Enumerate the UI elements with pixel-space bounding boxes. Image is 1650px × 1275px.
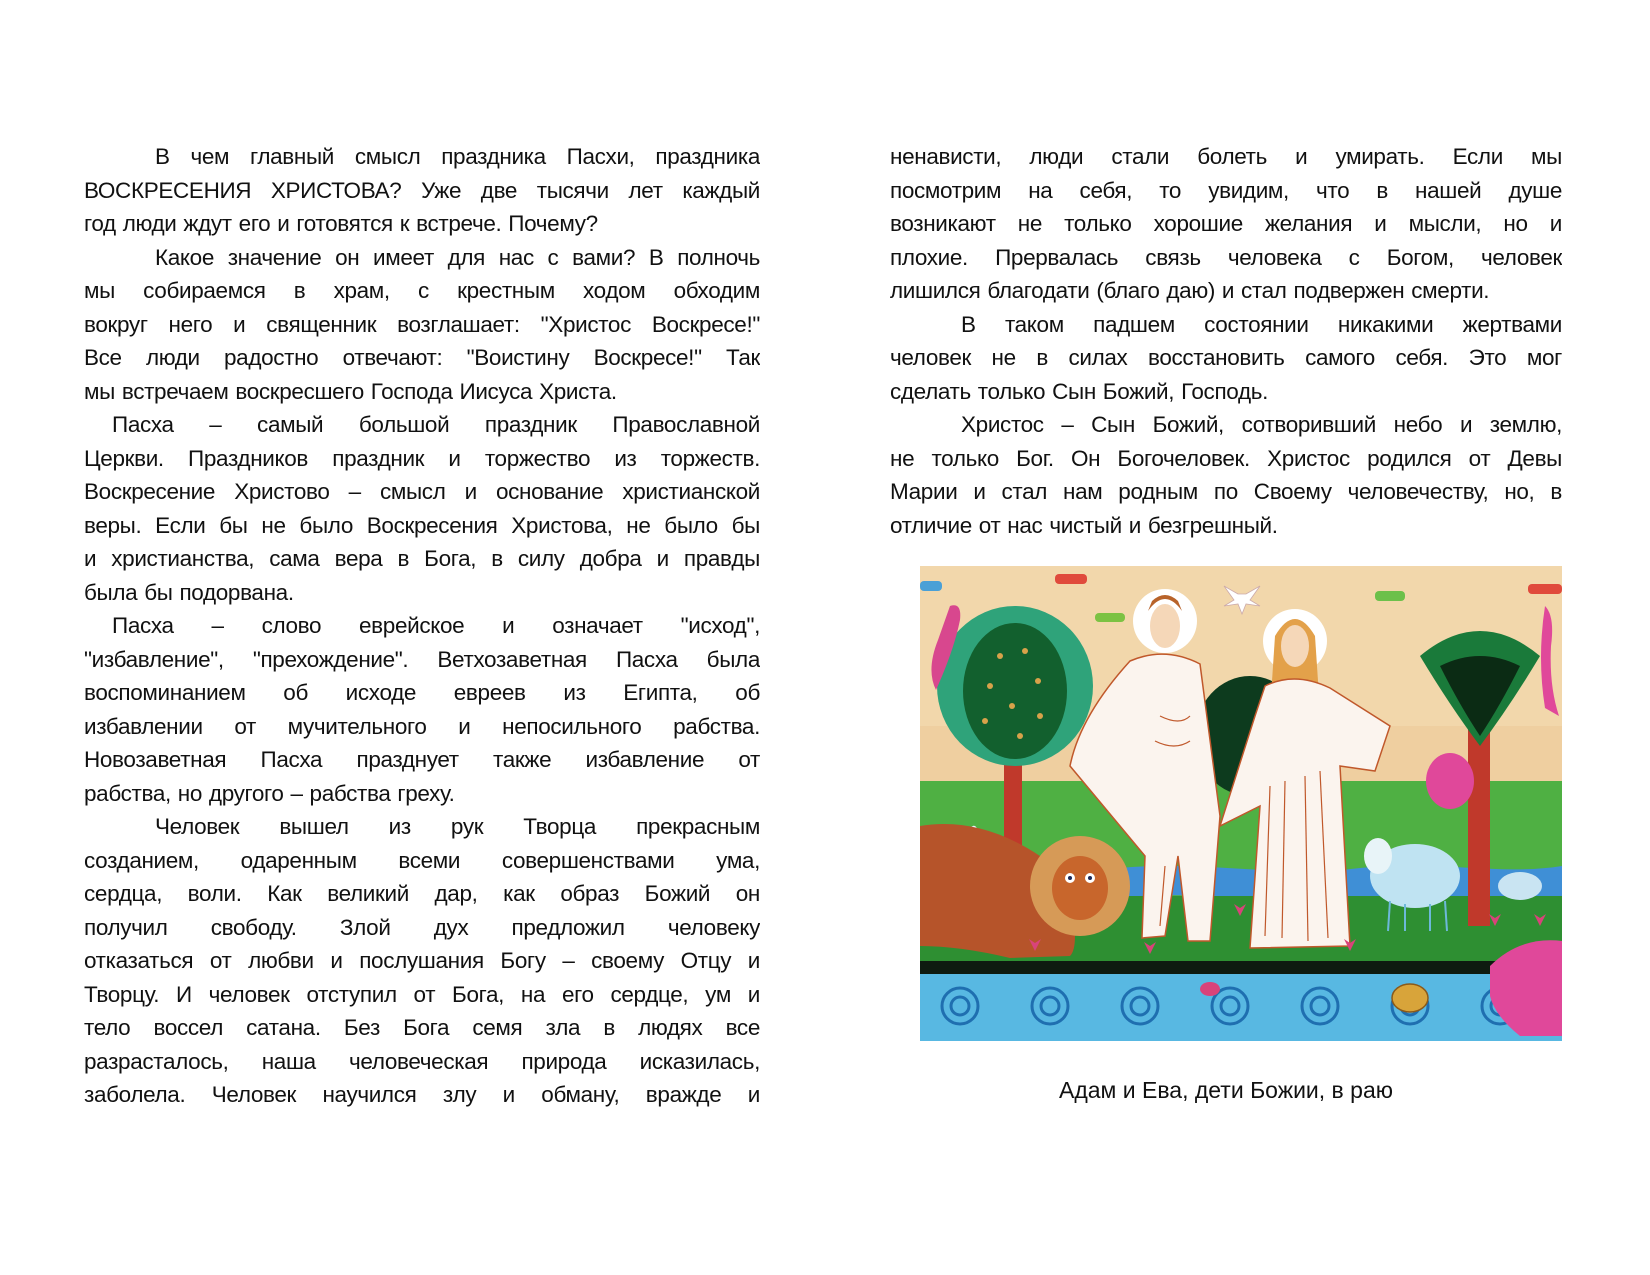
text-line: рабства, но другого – рабства греху.: [84, 780, 455, 806]
text-line: не только Бог. Он Богочеловек. Христос родился от Девы: [890, 445, 1562, 471]
text-line: Пасха – самый большой праздник Православной: [112, 412, 760, 437]
adam-face: [1150, 604, 1180, 648]
paragraph: [84, 140, 760, 241]
text-line: сделать только Сын Божий, Господь.: [890, 378, 1269, 404]
text-line: избавлении от мучительного и непосильного рабства.: [84, 713, 760, 739]
paragraph: [84, 241, 760, 409]
text-line: тело воссел сатана. Без Бога семя зла в людях все: [84, 1015, 760, 1040]
text-line: отказаться от любви и послушания Богу – своему Отцу и: [84, 948, 760, 973]
turtle: [1392, 984, 1428, 1012]
painting-sea: [920, 974, 1562, 1041]
text-line: вокруг него и священник возглашает: "Христос Воскресе!": [84, 311, 760, 337]
pink-bush: [1426, 753, 1474, 809]
text-line: В чем главный смысл праздника Пасхи, праздника: [155, 144, 760, 169]
text-line: человек не в силах восстановить самого себя. Это мог: [890, 345, 1562, 370]
paragraph: [84, 810, 760, 1112]
cloud-red: [1055, 574, 1087, 584]
cloud-blue: [920, 581, 942, 591]
text-line: В таком падшем состоянии никакими жертвами: [961, 311, 1562, 337]
painting-svg: [920, 566, 1562, 1041]
cloud-green-right: [1375, 591, 1405, 601]
text-line: мы собираемся в храм, с крестным ходом обходим: [84, 278, 760, 303]
text-line: Человек вышел из рук Творца прекрасным: [155, 814, 760, 839]
text-line: разрасталось, наша человеческая природа исказилась,: [84, 1048, 760, 1074]
text-line: созданием, одаренным всеми совершенствами ума,: [84, 847, 760, 873]
text-line: была бы подорвана.: [84, 579, 294, 605]
left-column: [84, 140, 760, 1112]
text-line: лишился благодати (благо даю) и стал подвержен смерти.: [890, 278, 1490, 303]
text-line: получил свободу. Злой дух предложил человеку: [84, 914, 760, 940]
text-line: Христос – Сын Божий, сотворивший небо и землю,: [961, 412, 1562, 437]
right-column: [890, 140, 1562, 542]
text-line: посмотрим на себя, то увидим, что в нашей душе: [890, 177, 1562, 203]
text-line: "избавление", "прехождение". Ветхозаветная Пасха была: [84, 646, 760, 672]
text-line: Творцу. И человек отступил от Бога, на его сердце, ум и: [84, 981, 760, 1007]
text-line: заболела. Человек научился злу и обману, вражде и: [84, 1082, 760, 1107]
duck: [1200, 982, 1220, 996]
text-line: Пасха – слово еврейское и означает "исход",: [112, 613, 760, 638]
paragraph: [890, 308, 1562, 409]
figure-caption: Адам и Ева, дети Божии, в раю: [1058, 1077, 1394, 1103]
paragraph: [890, 140, 1562, 308]
sheep-head: [1364, 838, 1392, 874]
text-line: возникают не только хорошие желания и мысли, но и: [890, 211, 1562, 236]
palm-trunk: [1468, 726, 1490, 926]
cloud-red-right: [1528, 584, 1562, 594]
text-line: воспоминанием об исходе евреев из Египта, об: [84, 680, 760, 705]
text-line: Церкви. Праздников праздник и торжество из торжеств.: [84, 445, 760, 471]
lion-face: [1052, 856, 1108, 920]
text-line: Новозаветная Пасха празднует также избавление от: [84, 747, 760, 772]
text-line: год люди ждут его и готовятся к встрече. Почему?: [84, 211, 598, 236]
text-line: плохие. Прервалась связь человека с Богом, человек: [890, 244, 1562, 270]
cloud-green: [1095, 613, 1125, 622]
paragraph: [84, 609, 760, 810]
paragraph: [84, 408, 760, 609]
adam-and-eve-painting: [920, 566, 1562, 1041]
text-line: Марии и стал нам родным по Своему человечеству, но, в: [890, 479, 1562, 504]
text-line: отличие от нас чистый и безгрешный.: [890, 512, 1278, 538]
text-line: сердца, воли. Как великий дар, как образ Божий он: [84, 881, 760, 906]
text-line: веры. Если бы не было Воскресения Христова, не было бы: [84, 512, 760, 538]
paragraph: [890, 408, 1562, 542]
eve-face: [1281, 625, 1309, 667]
rabbit: [1498, 872, 1542, 900]
text-line: ВОСКРЕСЕНИЯ ХРИСТОВА? Уже две тысячи лет каждый: [84, 177, 760, 203]
left-tree-inner-foliage: [963, 623, 1067, 759]
text-line: мы встречаем воскресшего Господа Иисуса Христа.: [84, 378, 617, 404]
text-line: и христианства, сама вера в Бога, в силу добра и правды: [84, 546, 760, 571]
text-line: Какое значение он имеет для нас с вами? В полночь: [155, 244, 760, 270]
text-line: Воскресение Христово – смысл и основание христианской: [84, 479, 760, 504]
text-line: Все люди радостно отвечают: "Воистину Воскресе!" Так: [84, 345, 760, 370]
text-line: ненависти, люди стали болеть и умирать. Если мы: [890, 144, 1562, 169]
